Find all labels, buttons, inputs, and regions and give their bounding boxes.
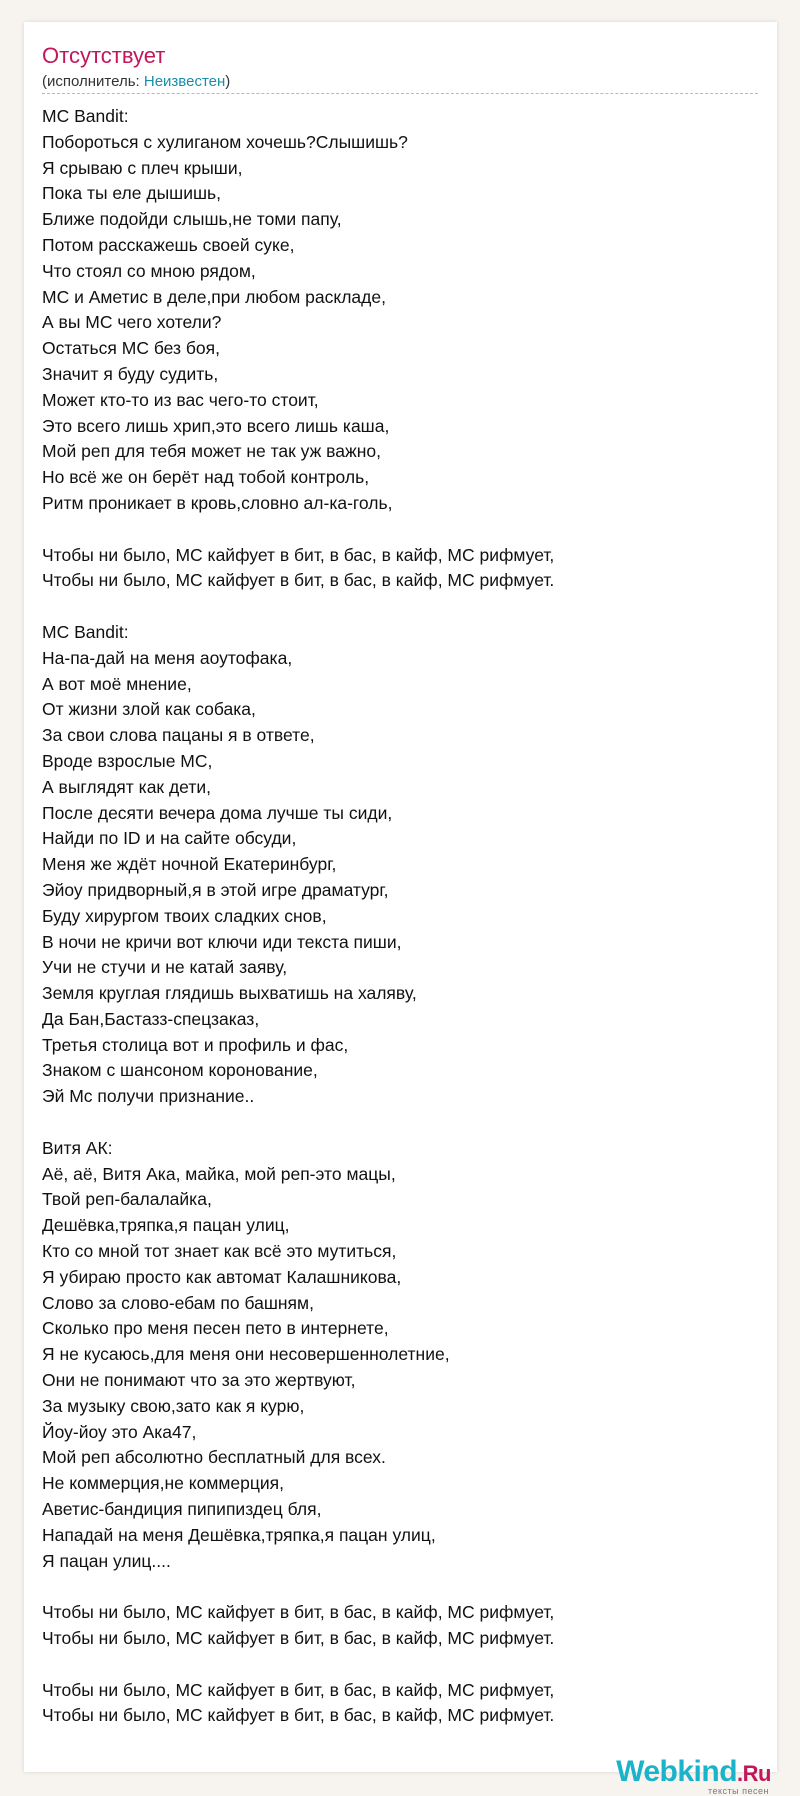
lyric-line: MC Bandit: xyxy=(42,106,129,126)
lyric-line: Я убираю просто как автомат Калашникова, xyxy=(42,1266,402,1287)
lyric-line: Ближе подойди слышь,не томи папу, xyxy=(42,209,342,230)
artist-suffix: ) xyxy=(225,73,231,90)
lyric-line: Меня же ждёт ночной Екатеринбург, xyxy=(42,854,337,875)
lyric-line: Я не кусаюсь,для меня они несовершеннолетние, xyxy=(42,1344,450,1365)
lyric-line: А вы MC чего хотели? xyxy=(42,312,222,333)
lyric-line: Витя АК: xyxy=(42,1137,113,1158)
lyric-line: За свои слова пацаны я в ответе, xyxy=(42,725,315,746)
lyric-line: Твой реп-балалайка, xyxy=(42,1189,212,1210)
lyric-line: Чтобы ни было, MC кайфует в бит, в бас, в кайф, MC рифмует. xyxy=(42,570,555,591)
lyric-line: Я пацан улиц.... xyxy=(42,1550,171,1571)
lyric-stanza xyxy=(42,620,758,1110)
lyric-line: Потом расскажешь своей суке, xyxy=(42,234,295,255)
lyric-line: Мой реп абсолютно бесплатный для всех. xyxy=(42,1447,386,1468)
lyric-line: Не коммерция,не коммерция, xyxy=(42,1473,284,1494)
lyric-line: Третья столица вот и профиль и фас, xyxy=(42,1034,349,1055)
lyric-line: Я срываю с плеч крыши, xyxy=(42,157,243,178)
lyric-line: Может кто-то из вас чего-то стоит, xyxy=(42,389,319,410)
lyric-line: Слово за слово-ебам по башням, xyxy=(42,1292,314,1313)
site-logo[interactable] xyxy=(583,1755,783,1795)
lyric-stanza xyxy=(42,1678,758,1730)
lyric-line: Мой реп для тебя может не так уж важно, xyxy=(42,441,381,462)
lyric-line: Ритм проникает в кровь,словно ал-ка-голь, xyxy=(42,492,393,513)
lyric-line: Они не понимают что за это жертвуют, xyxy=(42,1370,356,1391)
lyric-line: Чтобы ни было, MC кайфует в бит, в бас, в кайф, MC рифмует, xyxy=(42,1679,555,1700)
lyric-line: Чтобы ни было, MC кайфует в бит, в бас, в кайф, MC рифмует. xyxy=(42,1628,555,1649)
logo-tagline: тексты песен xyxy=(707,1786,769,1796)
lyric-line: MC Bandit: xyxy=(42,621,129,642)
artist-line xyxy=(42,73,230,91)
lyric-line: Аё, аё, Витя Ака, майка, мой реп-это мацы, xyxy=(42,1163,396,1184)
lyric-line: Побороться с хулиганом хочешь?Слышишь? xyxy=(42,131,408,152)
lyric-line: Это всего лишь хрип,это всего лишь каша, xyxy=(42,415,390,436)
lyric-line: Учи не стучи и не катай заяву, xyxy=(42,957,288,978)
logo-tld: .Ru xyxy=(737,1761,771,1786)
lyric-line: А выглядят как дети, xyxy=(42,776,211,797)
lyric-stanza xyxy=(42,104,758,517)
lyric-line: Буду хирургом твоих сладких снов, xyxy=(42,905,327,926)
lyric-line: Эйоу придворный,я в этой игре драматург, xyxy=(42,879,389,900)
lyric-line: MC и Аметис в деле,при любом раскладе, xyxy=(42,286,386,307)
lyric-line: Дешёвка,тряпка,я пацан улиц, xyxy=(42,1215,290,1236)
lyric-line: Чтобы ни было, MC кайфует в бит, в бас, в кайф, MC рифмует, xyxy=(42,1602,555,1623)
lyric-line: Но всё же он берёт над тобой контроль, xyxy=(42,467,370,488)
lyric-line: Сколько про меня песен пето в интернете, xyxy=(42,1318,389,1339)
lyric-line: Найди по ID и на сайте обсуди, xyxy=(42,828,297,849)
lyric-line: На-па-дай на меня аоутофака, xyxy=(42,647,293,668)
lyric-line: Нападай на меня Дешёвка,тряпка,я пацан улиц, xyxy=(42,1524,436,1545)
lyric-line: В ночи не кричи вот ключи иди текста пиши, xyxy=(42,931,402,952)
lyric-line: Знаком с шансоном коронование, xyxy=(42,1060,318,1081)
lyric-line: Что стоял со мною рядом, xyxy=(42,260,256,281)
lyric-line: Земля круглая глядишь выхватишь на халяву, xyxy=(42,983,417,1004)
lyric-line: Значит я буду судить, xyxy=(42,363,219,384)
lyric-line: За музыку свою,зато как я курю, xyxy=(42,1395,305,1416)
lyric-line: Аветис-бандиция пипипиздец бля, xyxy=(42,1499,322,1520)
artist-link[interactable]: Неизвестен xyxy=(143,73,226,90)
lyric-stanza xyxy=(42,543,758,595)
lyric-stanza xyxy=(42,1136,758,1575)
lyric-line: Кто со мной тот знает как всё это мутиться, xyxy=(42,1241,397,1262)
lyric-line: Чтобы ни было, MC кайфует в бит, в бас, в кайф, MC рифмует. xyxy=(42,1705,555,1726)
lyric-line: Да Бан,Бастазз-спецзаказ, xyxy=(42,1008,260,1029)
lyric-line: От жизни злой как собака, xyxy=(42,699,256,720)
lyric-stanza xyxy=(42,1600,758,1652)
lyric-line: После десяти вечера дома лучше ты сиди, xyxy=(42,802,393,823)
lyric-line: Эй Mc получи признание.. xyxy=(42,1086,255,1107)
lyric-line: А вот моё мнение, xyxy=(42,673,192,694)
artist-prefix: (исполнитель: xyxy=(42,73,144,90)
lyric-line: Пока ты еле дышишь, xyxy=(42,183,221,204)
song-title: Отсутствует xyxy=(42,43,166,68)
lyric-line: Вроде взрослые MC, xyxy=(42,750,213,771)
lyric-line: Йоу-йоу это Ака47, xyxy=(42,1421,197,1442)
lyric-line: Остаться MC без боя, xyxy=(42,338,220,359)
lyrics-body xyxy=(42,104,758,1755)
title-divider xyxy=(42,93,758,94)
logo-brand: Webkind xyxy=(616,1755,738,1788)
lyric-line: Чтобы ни было, MC кайфует в бит, в бас, в кайф, MC рифмует, xyxy=(42,544,555,565)
